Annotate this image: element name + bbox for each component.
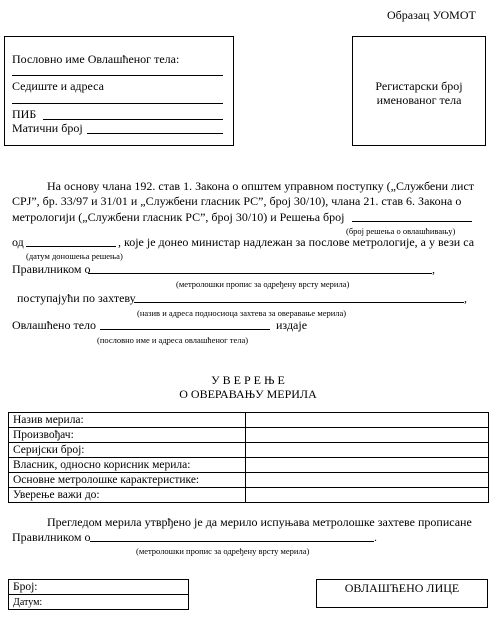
regulation-comma: , [432,262,435,276]
reg-box-line1: Регистарски број [375,79,463,93]
authorized-person-box [316,579,488,608]
conclusion-hint: (метролошки пропис за одређену врсту мерила) [136,546,310,556]
table-row-value[interactable] [246,473,489,488]
decision-number-hint: (број решења о овлашћивању) [346,226,456,236]
authorized-body-hint: (пословно име и адреса овлашћеног тела) [97,335,249,345]
number-date-table [8,579,189,610]
applicant-field[interactable] [134,302,464,303]
table-row [9,458,489,473]
reg-box-line2: именованог тела [376,93,462,107]
registration-number-label: Матични број [12,121,83,135]
table-row-value[interactable] [246,458,489,473]
table-row-label: Произвођач: [9,428,246,443]
table-row-label: Назив мерила: [9,413,246,428]
org-name-field[interactable] [12,75,223,76]
form-code-label: Образац УОМОТ [387,8,476,22]
table-row-label: Серијски број: [9,443,246,458]
table-row-label: Основне метролошке карактеристике: [9,473,246,488]
table-row-label: Власник, односно корисник мерила: [9,458,246,473]
regulation-field[interactable] [88,273,432,274]
table-row-value[interactable] [246,443,489,458]
issues-label: издаје [276,318,308,332]
table-row-value[interactable] [246,488,489,503]
decision-date-field[interactable] [26,246,116,247]
regulation-label: Правилником о [12,262,91,276]
number-label: Број: [9,580,189,595]
conclusion-regulation-field[interactable] [90,541,374,542]
table-row [9,488,489,503]
pib-field[interactable] [43,119,223,120]
table-row [9,443,489,458]
regulation-hint: (метролошки пропис за одређену врсту мерила) [176,279,350,289]
legal-basis-line1: На основу члана 192. став 1. Закона о општем управном поступку („Службени лист [47,179,475,193]
decision-number-field[interactable] [352,221,472,222]
authorized-body-label: Овлашћено тело [12,318,97,332]
address-field[interactable] [12,103,223,104]
table-row [9,413,489,428]
address-label: Седиште и адреса [12,79,104,93]
conclusion-period: . [374,530,377,544]
authorized-person-label: ОВЛАШЋЕНО ЛИЦЕ [344,581,460,595]
table-row [9,428,489,443]
table-row-label: Уверење важи до: [9,488,246,503]
meter-details-table [8,412,489,503]
authorized-body-info-box [4,36,234,146]
pib-label: ПИБ [12,107,37,121]
decision-date-hint: (датум доношења решења) [26,251,123,261]
certificate-subtitle: О ОВЕРАВАЊУ МЕРИЛА [179,387,317,401]
registration-number-box [352,36,486,146]
conclusion-line2: Правилником о [12,530,91,544]
table-row [9,473,489,488]
conclusion-line1: Прегледом мерила утврђено је да мерило испуњава метролошке захтеве прописане [47,515,472,529]
date-label: Датум: [9,595,189,610]
applicant-comma: , [464,291,467,305]
table-row-value[interactable] [246,428,489,443]
registration-number-field[interactable] [87,133,223,134]
applicant-hint: (назив и адреса подносиоца захтева за оверавање мерила) [137,308,347,318]
legal-basis-line3: метрологији („Службени гласник РС”, број 30/10) и Решења број [12,210,345,224]
table-row-value[interactable] [246,413,489,428]
request-label: поступајући по захтеву [17,291,136,305]
minister-clause-text: , које је донео министар надлежан за послове метрологије, а у вези са [118,235,475,249]
legal-basis-line2: СРЈ”, бр. 33/97 и 31/01 и „Службени гласник РС”, број 30/10), члана 21. став 6. Закона о [12,194,462,208]
authorized-body-field[interactable] [100,329,270,330]
org-name-label: Пословно име Овлашћеног тела: [12,52,180,66]
date-prefix-label: од [12,235,24,249]
certificate-title: У В Е Р Е Њ Е [211,373,285,387]
